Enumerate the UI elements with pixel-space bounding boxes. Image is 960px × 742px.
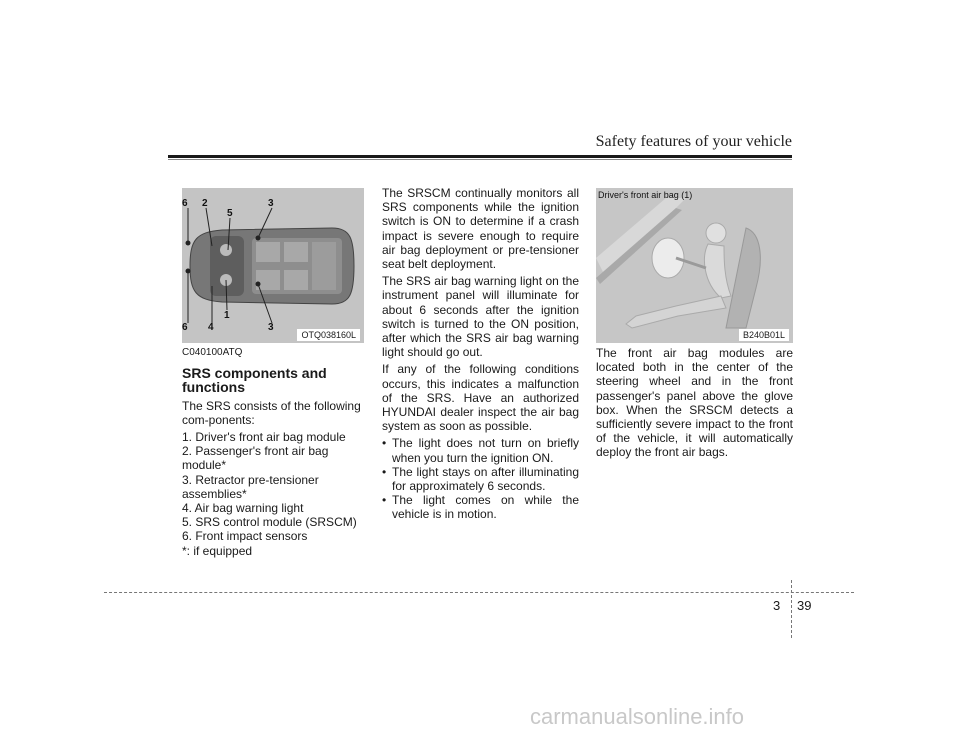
list-item: *: if equipped xyxy=(182,543,253,558)
components-list xyxy=(182,430,364,558)
bullet-text: The light stays on after illuminating for approximately 6 seconds. xyxy=(392,464,579,494)
driver-airbag-figure xyxy=(596,188,793,343)
footer-divider xyxy=(791,580,792,638)
watermark: carmanualsonline.info xyxy=(530,704,745,729)
callout-3-top: 3 xyxy=(268,198,274,209)
chapter-number: 3 xyxy=(773,598,781,613)
list-item: 1. Driver's front air bag module xyxy=(182,430,346,445)
paragraph: If any of the following conditions occurs, this indicates a malfunction of the SRS. Have an authorized HYUNDAI dealer inspect the air bag system as soon as possible. xyxy=(382,362,579,434)
list-item: 5. SRS control module (SRSCM) xyxy=(182,515,357,530)
bullet-item xyxy=(382,493,579,521)
bullet-icon: • xyxy=(382,436,387,451)
bullet-icon: • xyxy=(382,464,387,479)
callout-2: 2 xyxy=(202,198,208,209)
bullet-text: The light comes on while the vehicle is in motion. xyxy=(392,493,579,522)
figure-code: B240B01L xyxy=(739,329,789,341)
list-item: 6. Front impact sensors xyxy=(182,529,308,544)
section-heading: SRS components and functions xyxy=(182,365,327,396)
callout-6-bottom: 6 xyxy=(182,322,188,333)
section-code: C040100ATQ xyxy=(182,347,243,358)
bullet-item xyxy=(382,465,579,493)
list-item: 2. Passenger's front air bag module* xyxy=(182,444,329,473)
header-rule xyxy=(168,155,792,158)
list-item: 4. Air bag warning light xyxy=(182,501,304,516)
bullet-item xyxy=(382,436,579,464)
bullet-icon: • xyxy=(382,493,387,508)
header-rule-thin xyxy=(168,159,792,160)
callout-1: 1 xyxy=(224,310,230,321)
column-2 xyxy=(382,186,579,522)
intro-text: The SRS consists of the following com-ponents: xyxy=(182,398,361,427)
paragraph: The front air bag modules are located both in the center of the steering wheel and in the front passenger's panel above the glove box. When the SRSCM detects a sufficiently severe impact to the front of the vehicle, it will automatically deploy the front air bags. xyxy=(596,346,793,460)
column-3 xyxy=(596,346,793,463)
footer-rule xyxy=(104,592,854,593)
paragraph: The SRSCM continually monitors all SRS components while the ignition switch is ON to determine if a crash impact is severe enough to require air bag deployment or pre-tensioner seat belt deployment. xyxy=(382,186,579,272)
paragraph: The SRS air bag warning light on the instrument panel will illuminate for about 6 seconds after the ignition switch is turned to the ON position, after which the SRS air bag warning light should go out. xyxy=(382,274,579,360)
callout-4: 4 xyxy=(208,322,214,333)
figure-label: Driver's front air bag (1) xyxy=(598,190,693,200)
section-title: Safety features of your vehicle xyxy=(595,133,792,150)
callout-5: 5 xyxy=(227,208,233,219)
page-number: 39 xyxy=(797,598,812,613)
figure-code: OTQ038160L xyxy=(297,329,360,341)
driver-airbag-illustration xyxy=(596,188,793,343)
list-item: 3. Retractor pre-tensioner assemblies* xyxy=(182,472,319,501)
vehicle-top-view-illustration xyxy=(182,188,364,343)
bullet-text: The light does not turn on briefly when you turn the ignition ON. xyxy=(392,436,579,465)
vehicle-top-view-figure xyxy=(182,188,364,343)
callout-6-top: 6 xyxy=(182,198,188,209)
column-1 xyxy=(182,346,364,558)
callout-3-bottom: 3 xyxy=(268,322,274,333)
